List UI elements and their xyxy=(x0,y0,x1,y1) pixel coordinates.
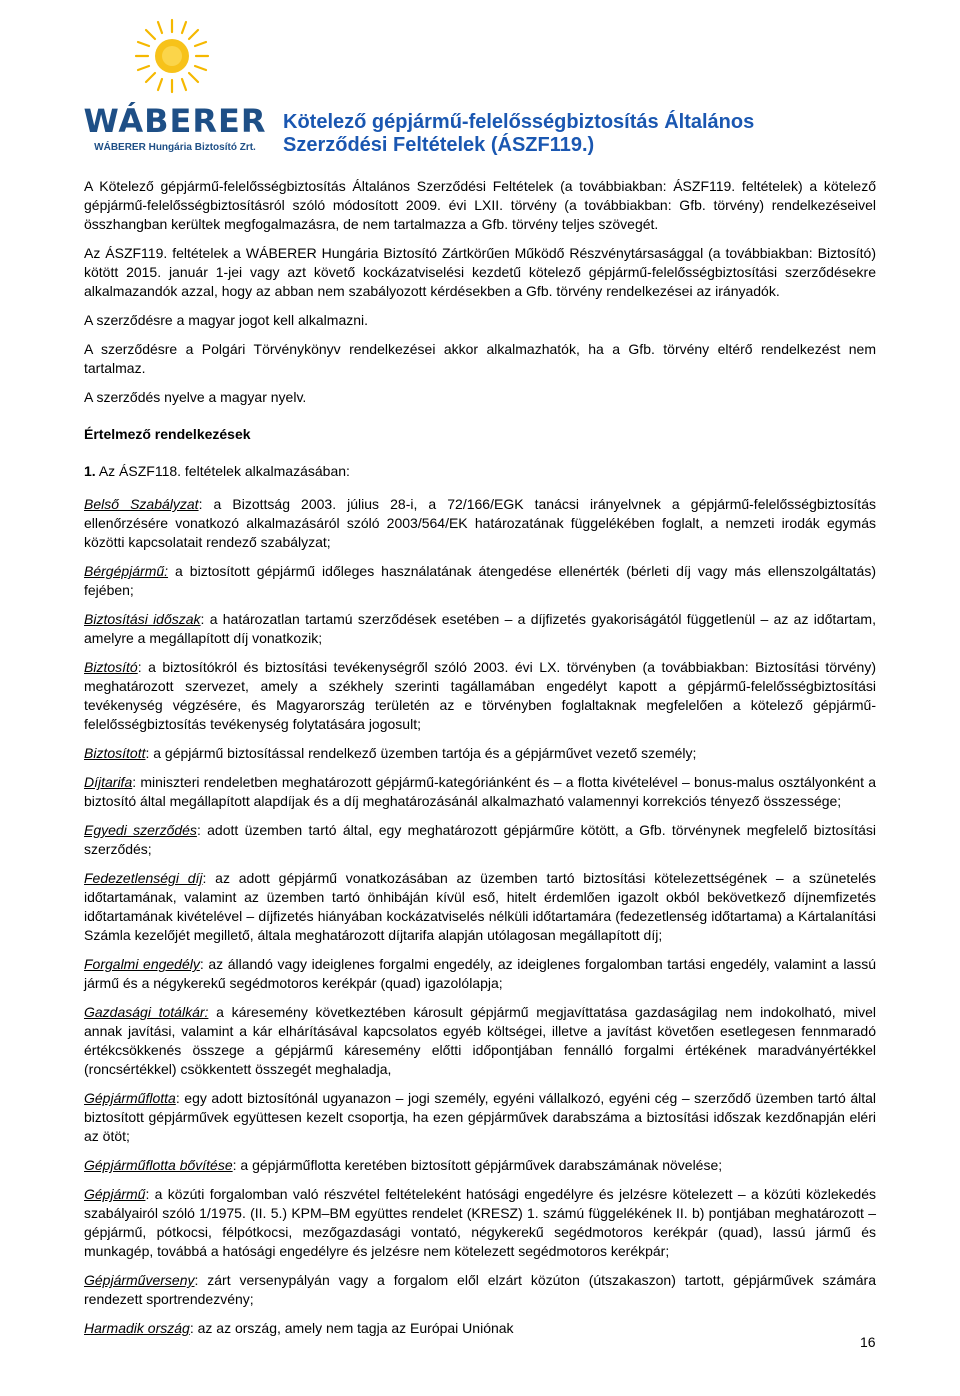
definition-term: Gépjárműflotta xyxy=(84,1090,176,1106)
definition-text: a gépjárműflotta keretében biztosított gépjárművek darabszámának növelése; xyxy=(236,1157,723,1173)
document-body xyxy=(84,177,876,1338)
definition-item xyxy=(84,1185,876,1261)
definition-item xyxy=(84,1319,876,1338)
definition-text: a gépjármű biztosítással rendelkező üzemben tartója és a gépjárművet vezető személy; xyxy=(149,745,697,761)
definition-text: a határozatlan tartamú szerződések esetében – a díjfizetés gyakoriságától függetlenül – az az időtartam, amelyre a megállapított díj vonatkozik; xyxy=(84,611,876,646)
definition-item xyxy=(84,495,876,552)
definition-separator: : xyxy=(189,1320,194,1336)
definition-text: a biztosított gépjármű időleges használatának átengedése ellenérték (bérleti díj vagy más ellenszolgáltatás) fejében; xyxy=(84,563,876,598)
document-title-line-2: Szerződési Feltételek (ÁSZF119.) xyxy=(283,134,595,156)
intro-paragraph-2: Az ÁSZF119. feltételek a WÁBERER Hungária Biztosító Zártkörűen Működő Részvénytársasággal (a továbbiakban: Biztosító) kötött 2015. január 1-jei vagy azt követő kockázatviselési kezdetű kötelező gépjármű-felelősségbiztosítási szerződésekre alkalmazandók azzal, hogy az abban nem szabályozott kérdésekben a Gfb. törvény rendelkezései az irányadók. xyxy=(84,245,876,299)
definition-term: Gépjárműflotta bővítése xyxy=(84,1157,233,1173)
definition-item xyxy=(84,821,876,859)
logo-company-name: WÁBERER Hungária Biztosító Zrt. xyxy=(94,142,256,153)
document-title xyxy=(283,111,754,157)
definition-text: miniszteri rendeletben meghatározott gépjármű-kategóriánként és – a flotta kivételével – bonus-malus osztályonként a biztosító által megállapított alapdíjak és a díj meghatározásánál alkalmazható valamennyi korrekciós tényező összessége; xyxy=(84,774,876,809)
definition-item xyxy=(84,658,876,734)
definition-separator: : xyxy=(198,496,203,512)
definition-item xyxy=(84,610,876,648)
intro-paragraph-1: A Kötelező gépjármű-felelősségbiztosítás Általános Szerződési Feltételek (a továbbiakban: ÁSZF119. feltételek) a kötelező gépjármű-felelősségbiztosításról szóló módosított 2009. évi LXII. törvény (a továbbiakban: Gfb. törvény) rendelkezéseivel összhangban kerültek megfogalmazásra, de nem tartalmazza a Gfb. törvény teljes szövegét. xyxy=(84,178,876,232)
definitions-list xyxy=(84,495,876,1338)
definition-item xyxy=(84,1271,876,1309)
numbered-item xyxy=(84,462,876,481)
definition-term: Gépjármű xyxy=(84,1186,146,1202)
definition-item xyxy=(84,562,876,600)
definition-term: Forgalmi engedély xyxy=(84,956,200,972)
definition-term: Biztosítási időszak xyxy=(84,611,201,627)
definition-separator: : xyxy=(194,1272,199,1288)
definition-separator: : xyxy=(132,774,137,790)
definition-text: zárt versenypályán vagy a forgalom elől elzárt közúton (útszakaszon) tartott, gépjárművek számára rendezett sportrendezvény; xyxy=(84,1272,876,1307)
definition-item xyxy=(84,955,876,993)
intro-paragraph-5: A szerződés nyelve a magyar nyelv. xyxy=(84,389,307,405)
definition-text: a Bizottság 2003. július 28-i, a 72/166/EGK tanácsi irányelvnek a gépjármű-felelősségbiztosítás ellenőrzésére vonatkozó alkalmazásáról szóló 2003/564/EK határozatának függelékében foglalt, a nemzeti irodák egymás közötti kapcsolatait rendező szabályzat; xyxy=(84,496,876,550)
definition-term: Bérgépjármű: xyxy=(84,563,169,579)
definition-separator: : xyxy=(200,611,205,627)
document-title-line-1: Kötelező gépjármű-felelősségbiztosítás Általános xyxy=(283,111,755,133)
definition-term: Egyedi szerződés xyxy=(84,822,197,838)
definition-term: Gépjárműverseny xyxy=(84,1272,195,1288)
definition-item xyxy=(84,1089,876,1146)
definition-text: adott üzemben tartó által, egy meghatározott gépjárműre kötött, a Gfb. törvénynek megfelelő biztosítási szerződés; xyxy=(84,822,876,857)
intro-paragraph-4: A szerződésre a Polgári Törvénykönyv rendelkezései akkor alkalmazhatók, ha a Gfb. törvény eltérő rendelkezést nem tartalmaz. xyxy=(84,341,876,376)
logo-wordmark: WÁBERER xyxy=(83,102,267,140)
item-number: 1. xyxy=(84,463,96,479)
sun-logo-icon xyxy=(134,18,210,94)
definition-term: Díjtarifa xyxy=(84,774,133,790)
definition-term: Biztosító xyxy=(84,659,138,675)
definition-term: Biztosított xyxy=(84,745,146,761)
definition-text: az állandó vagy ideiglenes forgalmi engedély, az ideiglenes forgalomban tartási engedély, valamint a lassú jármű és a négykerekű segédmotoros kerékpár (quad) igazolólapja; xyxy=(84,956,877,991)
definition-term: Gazdasági totálkár: xyxy=(84,1004,209,1020)
definition-separator: : xyxy=(145,745,150,761)
definition-separator: : xyxy=(175,1090,180,1106)
definition-separator: : xyxy=(199,956,204,972)
definition-text: a közúti forgalomban való részvétel feltételeként hatósági engedélyre és jelzésre kötelezett – a közúti közlekedés szabályairól szóló 1/1975. (II. 5.) KPM–BM együttes rendelet (KRESZ) 1. számú függelékének II. b) pontjában meghatározott – gépjármű, pótkocsi, félpótkocsi, mezőgazdasági vontató, négykerekű segédmotoros kerékpár (quad), lassú jármű és munkagép, továbbá a hatósági engedélyre és jelzésre nem kötelezett segédmotoros kerékpár; xyxy=(84,1186,876,1259)
definition-item xyxy=(84,1003,876,1079)
definition-text: az adott gépjármű vonatkozásában az üzemben tartó biztosítási kötelezettségének – a szünetelés időtartamának, valamint az üzemben tartó önhibáján kívül eső, hitelt érdemlően igazolt okból bekövetkező díjnemfizetés időtartamának kivételével – díjfizetés hiányában kockázatviselés nélküli időtartamára (fedezetlenség időtartama) a Kártalanítási Számla kezelőjét megillető, általa meghatározott díjtarifa alapján utólagosan megállapított díj; xyxy=(84,870,876,943)
company-logo xyxy=(72,18,272,158)
definition-separator: : xyxy=(137,659,142,675)
definition-term: Harmadik ország xyxy=(84,1320,190,1336)
definition-separator: : xyxy=(232,1157,237,1173)
section-heading: Értelmező rendelkezések xyxy=(84,426,251,442)
page-number: 16 xyxy=(860,1334,876,1350)
item-text: Az ÁSZF118. feltételek alkalmazásában: xyxy=(98,463,350,479)
definition-separator: : xyxy=(202,870,207,886)
definition-item xyxy=(84,744,876,763)
definition-text: az az ország, amely nem tagja az Európai Uniónak xyxy=(193,1320,514,1336)
definition-separator: : xyxy=(196,822,201,838)
definition-item xyxy=(84,773,876,811)
definition-term: Fedezetlenségi díj xyxy=(84,870,203,886)
definition-term: Belső Szabályzat xyxy=(84,496,199,512)
definition-text: a káresemény következtében károsult gépjármű megjavíttatása gazdaságilag nem indokolható, mivel annak javítási, valamint a kár elhárításával kapcsolatos egyéb költségei, illetve a javítást követően esetlegesen fennmaradó értékcsökkenés összege a gépjármű káresemény előtti időpontjában fennálló forgalmi értékének maradványértékkel (roncsértékkel) csökkentett összegét meghaladja, xyxy=(84,1004,876,1077)
intro-paragraph-3: A szerződésre a magyar jogot kell alkalmazni. xyxy=(84,312,369,328)
definition-item xyxy=(84,1156,876,1175)
definition-text: egy adott biztosítónál ugyanazon – jogi személy, egyéni vállalkozó, egyéni cég – szerződő üzemben tartó által biztosított gépjárművek együttesen kezelt csoportja, ha ezen gépjárművek darabszáma a biztosítási időszak kezdőnapján eléri az ötöt; xyxy=(84,1090,876,1144)
definition-item xyxy=(84,869,876,945)
definition-text: a biztosítókról és biztosítási tevékenységről szóló 2003. évi LX. törvényben (a továbbiakban: Biztosítási törvény) meghatározott szervezet, amely a székhely szerinti tagállamában engedélyt kapott a gépjármű-felelősségbiztosítási tevékenység végzésére, és Magyarország területén az e törvényben foglaltaknak megfelelően a kötelező gépjármű-felelősségbiztosítás tevékenység folytatására jogosult; xyxy=(84,659,876,732)
definition-separator: : xyxy=(145,1186,150,1202)
